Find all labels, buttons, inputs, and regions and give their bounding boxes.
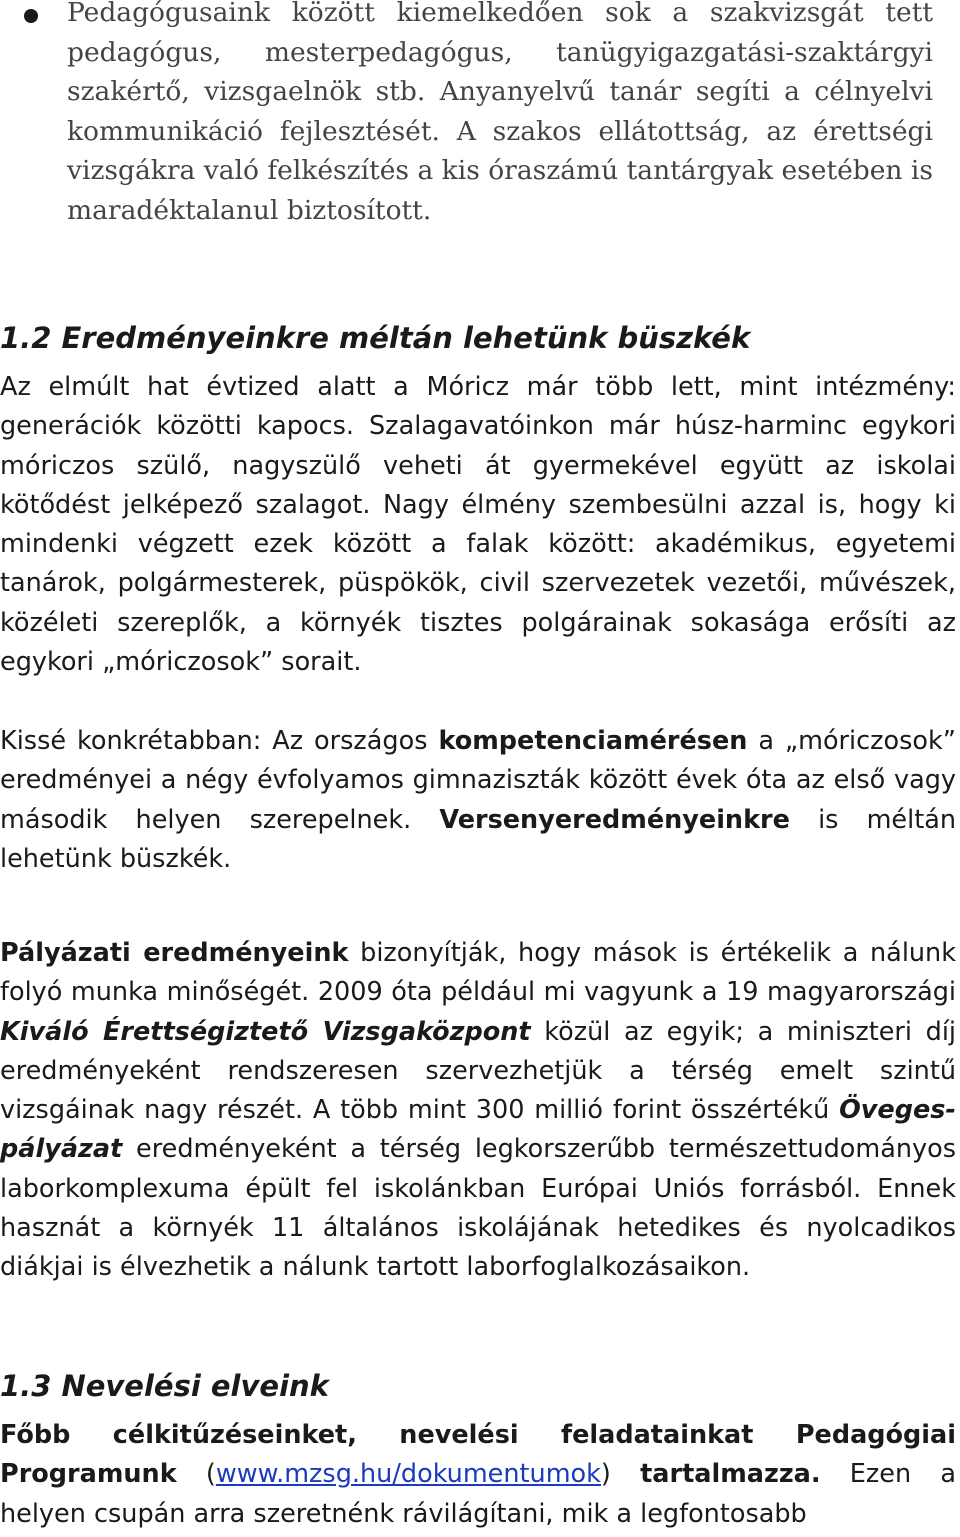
bold-italic-term: Kiváló Érettségiztető Vizsgaközpont (0, 1016, 531, 1047)
text-span: a „móriczosok” eredményei a négy évfolyamos gimnaziszták között évek óta az első vagy második helyen szerepelnek. (0, 726, 956, 835)
bold-term: tartalmazza. (640, 1459, 821, 1490)
paragraph-generations: Az elmúlt hat évtized alatt a Móricz már több lett, mint intézmény: generációk közötti kapocs. Szalagavatóinkon már húsz-harminc egykori móriczos szülő, nagyszülő veheti át gyermekével együtt az iskolai kötődést jelképező szalagot. Nagy élmény szembesülni azzal is, hogy ki mindenki végzett ezek között a falak között: akadémikus, egyetemi tanárok, polgármesterek, püspökök, civil szervezetek vezetői, művészek, közéleti szereplők, a környék tisztes polgárainak sokasága erősíti az egykori „móriczosok” sorait. (0, 372, 956, 678)
paragraph-applications (0, 934, 956, 1288)
bold-italic-term: Öveges-pályázat (0, 1095, 956, 1165)
bold-term: Pályázati eredményeink (0, 938, 349, 968)
bold-term: Főbb célkitűzéseinket, nevelési feladatainkat Pedagógiai Programunk (0, 1420, 956, 1490)
text-span: közül az egyik; a miniszteri díj eredményeként rendszeresen szervezhetjük a térség emelt szintű vizsgáinak nagy részét. A több mint 300 millió forint összértékű (0, 1016, 956, 1126)
text-span: Kissé konkrétabban: Az országos (0, 726, 439, 756)
section-heading-1-2: 1.2 Eredményeinkre méltán lehetünk büszkék (0, 321, 751, 355)
bold-term: Versenyeredményeinkre (439, 804, 790, 835)
text-span: Ezen a helyen csupán arra szeretnénk rávilágítani, mik a legfontosabb (0, 1459, 956, 1529)
paragraph-competence (0, 722, 956, 879)
section-heading-1-3: 1.3 Nevelési elveink (0, 1369, 329, 1403)
documents-link[interactable]: www.mzsg.hu/dokumentumok (215, 1459, 601, 1490)
text-span: eredményeként a térség legkorszerűbb természettudományos laborkomplexuma épült fel iskolánkban Európai Uniós forrásból. Ennek hasznát a környék 11 általános iskolájának hetedikes és nyolcadikos diákjai is élvezhetik a nálunk tartott laborfoglalkozásaikon. (0, 1134, 956, 1283)
text-span: bizonyítják, hogy mások is értékelik a nálunk folyó munka minőségét. 2009 óta például mi vagyunk a 19 magyarországi (0, 938, 956, 1008)
bullet-item (0, 0, 960, 230)
text-span: is méltán lehetünk büszkék. (0, 804, 956, 874)
text-span: ( (176, 1459, 216, 1490)
text-span: ) (600, 1459, 641, 1490)
bullet-dot-icon (24, 9, 38, 23)
bullet-text: Pedagógusaink között kiemelkedően sok a szakvizsgát tett pedagógus, mesterpedagógus, tanügyigazgatási-szaktárgyi szakértő, vizsgaelnök stb. Anyanyelvű tanár segíti a célnyelvi kommunikáció fejlesztését. A szakos ellátottság, az érettségi vizsgákra való felkészítés a kis óraszámú tantárgyak esetében is maradéktalanul biztosított. (67, 0, 933, 226)
paragraph-education-principles (0, 1416, 956, 1534)
bold-term: kompetenciamérésen (438, 726, 748, 756)
